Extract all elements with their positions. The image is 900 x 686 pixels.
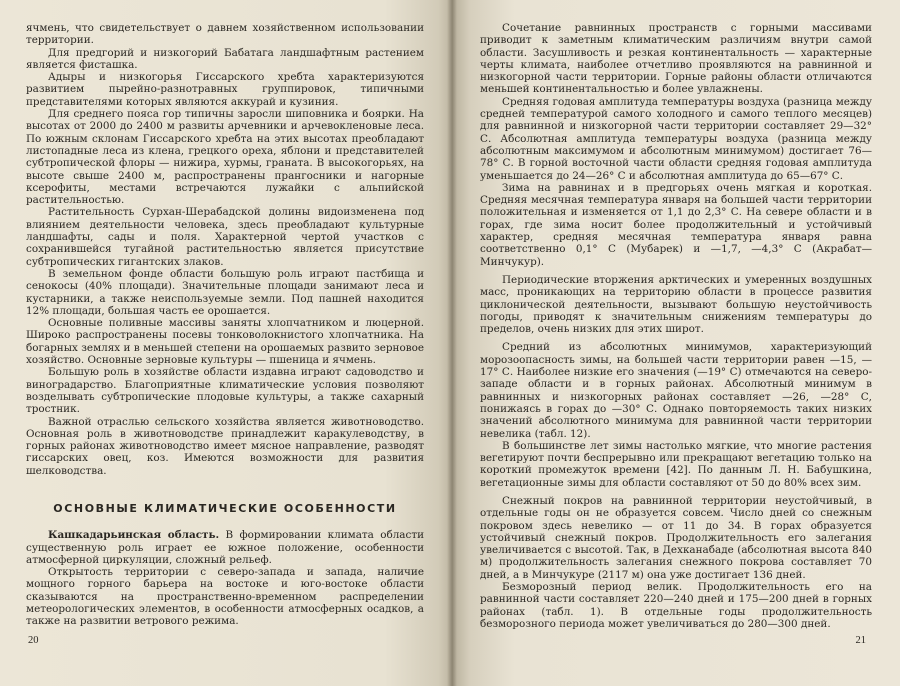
page-number: 21 — [855, 635, 866, 646]
paragraph: Средний из абсолютных минимумов, характеризующий морозоопасность зимы, на большей части территории равен —15, —17° С. Наиболее низкие его значения (—19° С) отмечаются на северо-западе области и в горных районах. Абсолютный минимум в равнинных и низкогорных районах составляет —26, —28° С, понижаясь в горах до —30° С. Однако повторяемость таких низких значений абсолютного минимума для равнинной части территории невелика (табл. 12). — [480, 341, 872, 440]
region-title: Кашкадарьинская область. — [48, 529, 220, 542]
paragraph: Для предгорий и низкогорий Бабатага ландшафтным растением является фисташка. — [26, 46, 424, 71]
paragraph: Важной отраслью сельского хозяйства является животноводство. Основная роль в животноводстве принадлежит каракулеводству, в горных районах животноводство имеет мясное направление, разводят гиссарских овец, коз. Имеются возможности для развития шелководства. — [26, 415, 424, 477]
paragraph: В большинстве лет зимы настолько мягкие, что многие растения вегетируют почти беспрерывно или прекращают вегетацию только на короткий промежуток времени [42]. По данным Л. Н. Бабушкина, вегетационные зимы для области составляют от 50 до 80% всех зим. — [480, 439, 872, 489]
right-page — [452, 0, 900, 686]
paragraph — [26, 529, 424, 566]
left-text-column — [26, 22, 424, 628]
paragraph: Безморозный период велик. Продолжительность его на равнинной части составляет 220—240 дней и 175—200 дней в горных районах (табл. 1). В отдельные годы продолжительность безморозного периода может увеличиваться до 280—300 дней. — [480, 581, 872, 630]
paragraph: В земельном фонде области большую роль играют пастбища и сенокосы (40% площади). Значительные площади занимают леса и кустарники, а также неиспользуемые земли. Под пашней находится 12% площади, большая часть ее орошается. — [26, 267, 424, 317]
paragraph: Открытость территории с северо-запада и запада, наличие мощного горного барьера на востоке и юго-востоке области сказываются на пространственно-временном распределении метеорологических элементов, в особенности атмосферных осадков, а также на развитии ветрового режима. — [26, 566, 424, 628]
book-fold — [447, 0, 457, 686]
paragraph: Растительность Сурхан-Шерабадской долины видоизменена под влиянием деятельности человека, здесь преобладают культурные ландшафты, сады и поля. Характерной чертой участков с сохранившейся тугайной растительностью является присутствие субтропических гигантских злаков. — [26, 206, 424, 268]
paragraph: Периодические вторжения арктических и умеренных воздушных масс, проникающих на территорию области в процессе развития циклонической деятельности, вызывают большую неустойчивость погоды, приводят к значительным снижениям температуры до пределов, очень низких для этих широт. — [480, 273, 872, 336]
page-number: 20 — [28, 635, 39, 646]
paragraph: Зима на равнинах и в предгорьях очень мягкая и короткая. Средняя месячная температура января на большей части территории положительная и изменяется от 1,1 до 2,3° С. На севере области и в горах, где зима носит более продолжительный и устойчивый характер, средняя месячная температура января равна соответственно 0,1° С (Мубарек) и —1,7, —4,3° С (Акрабат—Минчукур). — [480, 181, 872, 268]
region-text: В формировании климата области существенную роль играет ее южное положение, особенности атмосферной циркуляции, сложный рельеф. — [26, 529, 424, 566]
right-text-column — [480, 22, 872, 630]
paragraph: Основные поливные массивы заняты хлопчатником и люцерной. Широко распространены посевы тонковолокнистого хлопчатника. На богарных землях и в меньшей степени на орошаемых развито зерновое хозяйство. Основные зерновые культуры — пшеница и ячмень. — [26, 317, 424, 367]
paragraph: Адыры и низкогорья Гиссарского хребта характеризуются развитием пырейно-разнотравных группировок, типичными представителями которых являются аккурай и кузиния. — [26, 71, 424, 108]
section-heading: ОСНОВНЫЕ КЛИМАТИЧЕСКИЕ ОСОБЕННОСТИ — [53, 501, 397, 515]
paragraph: Большую роль в хозяйстве области издавна играют садоводство и виноградарство. Благоприятные климатические условия позволяют возделывать субтропические плодовые культуры, а также сахарный тростник. — [26, 366, 424, 416]
paragraph: Сочетание равнинных пространств с горными массивами приводит к заметным климатическим различиям внутри самой области. Засушливость и резкая континентальность — характерные черты климата, наиболее отчетливо проявляются на равнинной и низкогорной части территории. Горные районы области отличаются меньшей континентальностью и более увлажнены. — [480, 22, 872, 96]
paragraph: Снежный покров на равнинной территории неустойчивый, в отдельные годы он не образуется совсем. Число дней со снежным покровом здесь невелико — от 11 до 34. В горах образуется устойчивый снежный покров. Продолжительность его залегания увеличивается с высотой. Так, в Дехканабаде (абсолютная высота 840 м) продолжительность залегания снежного покрова составляет 70 дней, а в Минчукуре (2117 м) она уже достигает 136 дней. — [480, 494, 872, 581]
paragraph: Для среднего пояса гор типичны заросли шиповника и боярки. На высотах от 2000 до 2400 м развиты арчевники и арчевокленовые леса. По южным склонам Гиссарского хребта на этих высотах преобладают листопадные леса из клена, грецкого ореха, яблони и представителей субтропической флоры — нижира, хурмы, граната. В высокогорьях, на высоте свыше 2400 м, распространены прангосники и нагорные ксерофиты, местами встречаются лужайки с альпийской растительностью. — [26, 108, 424, 207]
paragraph: ячмень, что свидетельствует о давнем хозяйственном использовании территории. — [26, 22, 424, 47]
paragraph: Средняя годовая амплитуда температуры воздуха (разница между средней температурой самого холодного и самого теплого месяцев) для равнинной и низкогорной части территории составляет 29—32° С. Абсолютная амплитуда температуры воздуха (разница между абсолютным максимумом и абсолютным минимумом) достигает 76—78° С. В горной восточной части области средняя годовая амплитуда уменьшается до 24—26° С и абсолютная амплитуда до 65—67° С. — [480, 95, 872, 182]
